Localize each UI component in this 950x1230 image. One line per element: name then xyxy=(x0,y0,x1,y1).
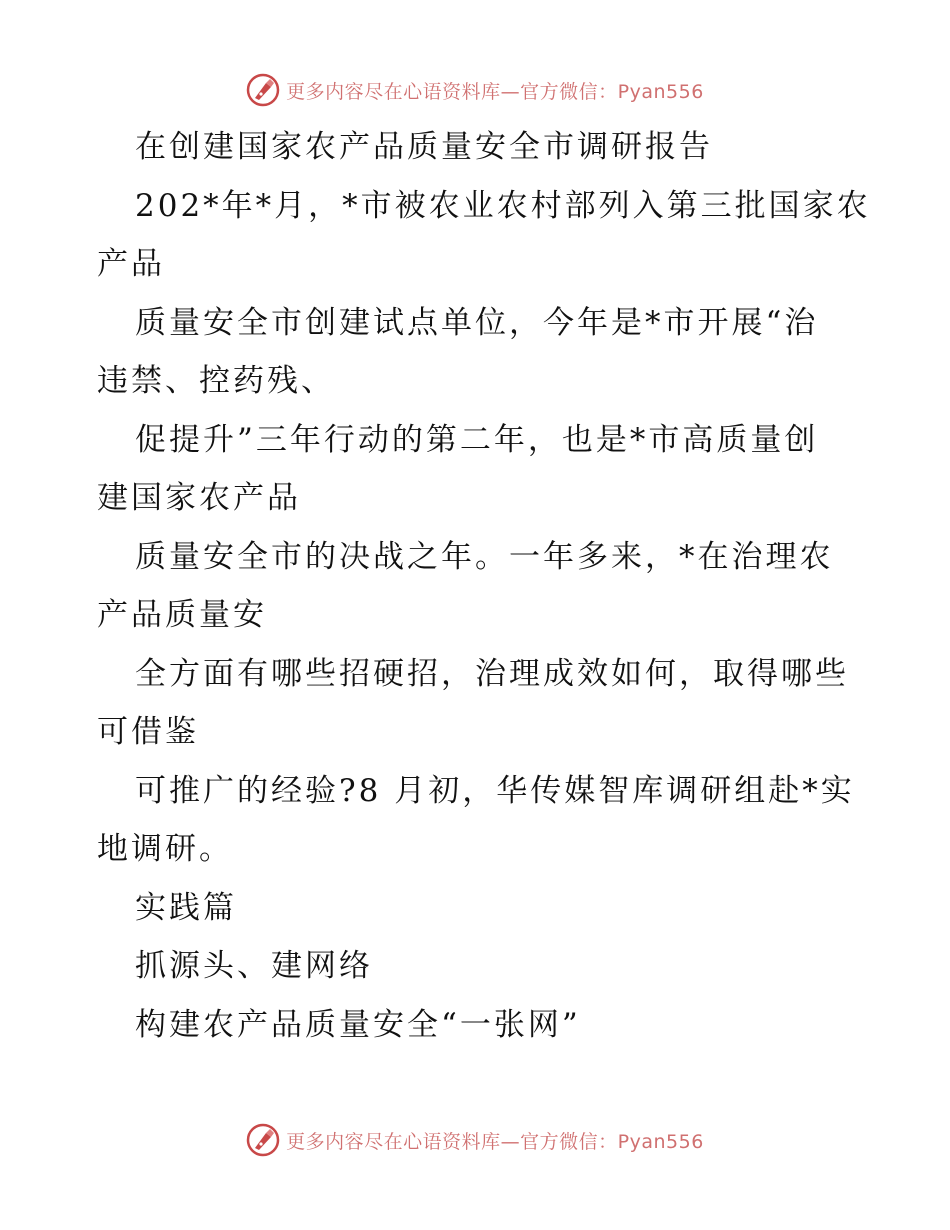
text-line: 违禁、控药残、 xyxy=(97,363,335,399)
text-line: 构建农产品质量安全“一张网” xyxy=(135,1006,581,1043)
text-line: 全方面有哪些招硬招，治理成效如何，取得哪些 xyxy=(135,655,849,692)
text-line: 质量安全市的决战之年。一年多来，*在治理农 xyxy=(135,538,834,575)
text-line: 促提升”三年行动的第二年，也是*市高质量创 xyxy=(135,421,819,458)
text-line: 地调研。 xyxy=(97,831,233,867)
watermark-text: 更多内容尽在心语资料库—官方微信：Pyan556 xyxy=(286,80,704,103)
watermark-text: 更多内容尽在心语资料库—官方微信：Pyan556 xyxy=(286,1130,704,1153)
text-line: 在创建国家农产品质量安全市调研报告 xyxy=(135,129,713,165)
header-watermark xyxy=(0,70,950,110)
text-line: 质量安全市创建试点单位，今年是*市开展“治 xyxy=(135,304,819,341)
text-line: 202*年*月，*市被农业农村部列入第三批国家农 xyxy=(135,187,871,224)
text-line: 实践篇 xyxy=(135,889,237,926)
pen-nib-logo-icon xyxy=(246,73,280,107)
footer-watermark xyxy=(0,1120,950,1160)
text-line: 抓源头、建网络 xyxy=(135,948,373,984)
text-line: 可推广的经验?8 月初，华传媒智库调研组赴*实 xyxy=(135,772,855,809)
text-line: 产品质量安 xyxy=(97,597,267,633)
text-line: 建国家农产品 xyxy=(97,480,301,516)
text-line: 可借鉴 xyxy=(97,714,199,750)
text-line: 产品 xyxy=(97,246,165,282)
pen-nib-logo-icon xyxy=(246,1123,280,1157)
document-body xyxy=(97,118,871,1054)
